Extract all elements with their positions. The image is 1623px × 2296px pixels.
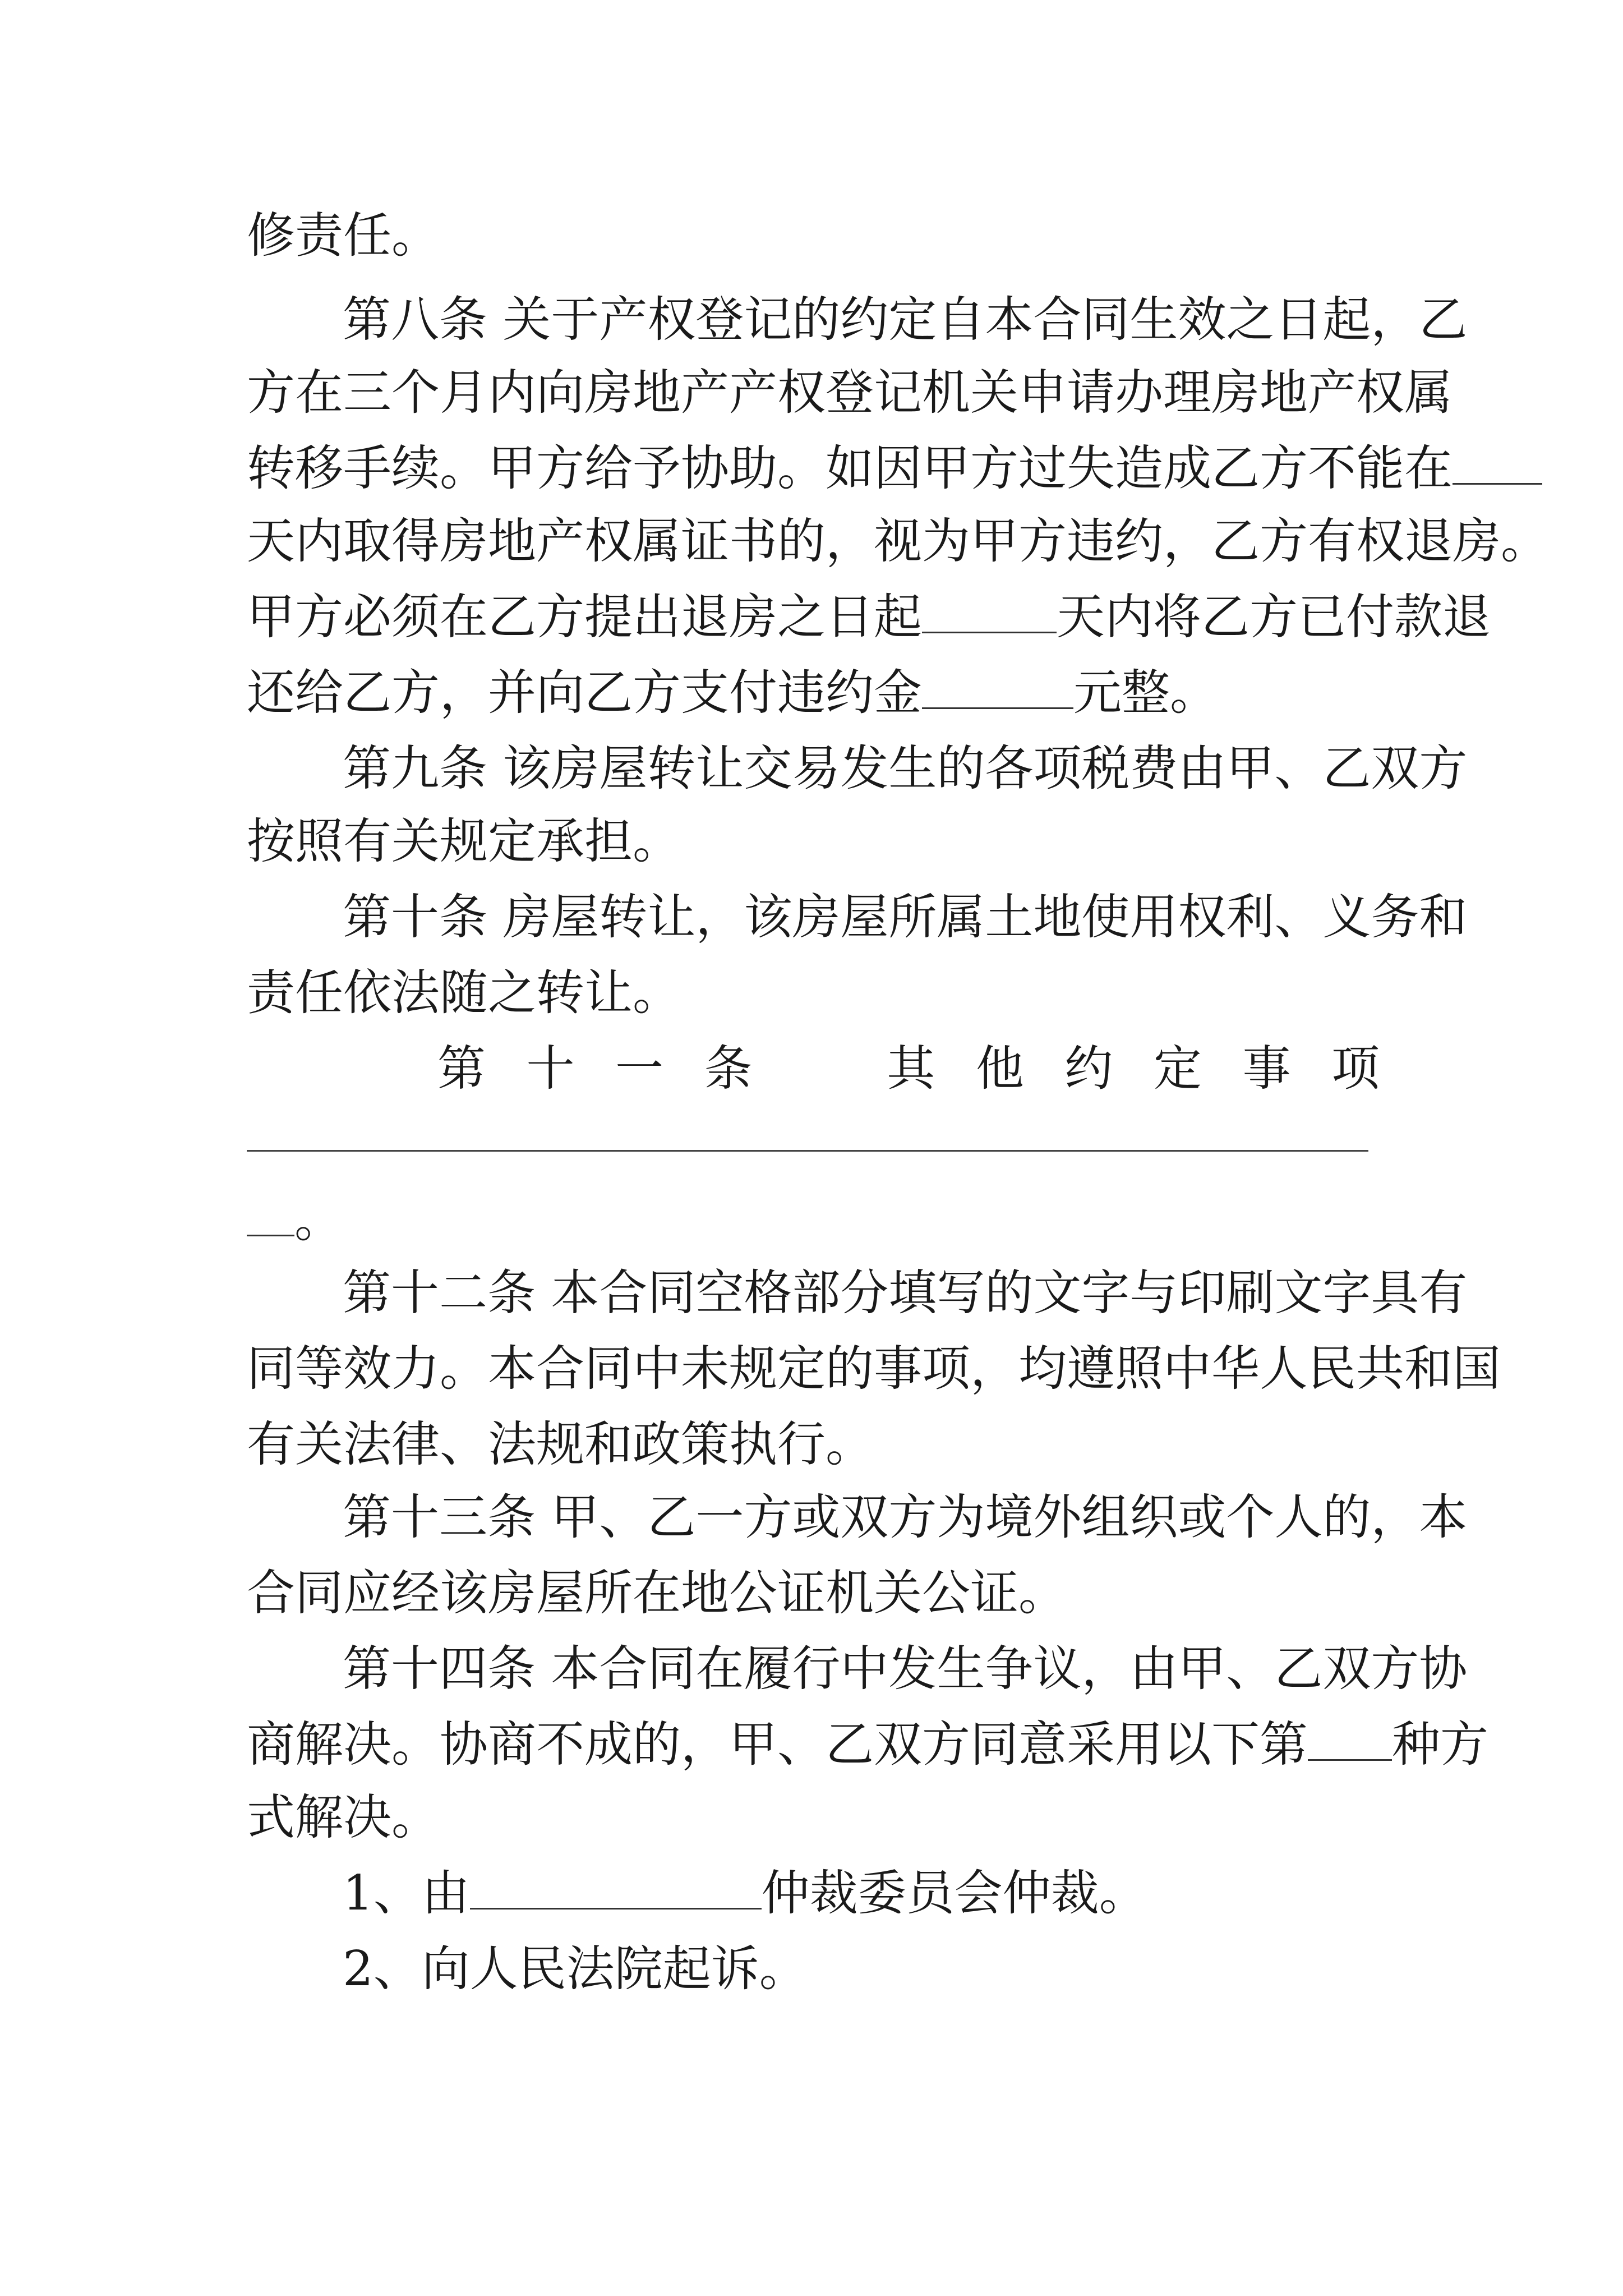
text: 第十四条 本合同在履行中发生争议，由甲、乙双方协 [343,1641,1468,1697]
text: 有关法律、法规和政策执行。 [247,1416,874,1473]
article-8-line [343,292,1468,348]
text: 按照有关规定承担。 [247,813,681,869]
text: 天内将乙方已付款退 [1057,589,1491,645]
text: 第九条 该房屋转让交易发生的各项税费由甲、乙双方 [343,740,1468,797]
article-10-line [247,965,1380,1021]
text: 第 十 一 条 其 他 约 定 事 项 [437,1041,1380,1097]
option-2-line [343,1941,1380,1997]
fill-blank[interactable] [247,1195,294,1236]
text: 第十条 房屋转让，该房屋所属土地使用权利、义务和 [343,889,1468,945]
article-12-line [247,1416,1380,1473]
text: 2、向人民法院起诉。 [343,1941,808,1997]
paragraph-line [247,208,1380,264]
text: 种方 [1392,1717,1488,1773]
fill-blank[interactable] [470,1869,762,1910]
fill-blank[interactable] [922,668,1073,709]
article-14-line [343,1641,1468,1697]
fill-line[interactable] [247,1150,1368,1152]
article-10-line [343,889,1468,945]
article-14-line [247,1717,1488,1773]
text: 1、由 [343,1865,470,1921]
fill-blank[interactable] [1453,444,1542,485]
text: 修责任。 [247,208,440,264]
text: 同等效力。本合同中未规定的事项，均遵照中华人民共和国 [247,1341,1501,1397]
text: 第八条 关于产权登记的约定自本合同生效之日起，乙 [343,292,1468,348]
article-14-line [247,1789,1380,1846]
article-8-line [247,665,1380,721]
article-13-line [247,1565,1380,1621]
article-12-line [343,1265,1468,1321]
article-8-line [247,513,1549,569]
article-12-line [247,1341,1501,1397]
article-13-line [343,1489,1468,1545]
article-9-line [247,813,1380,869]
text: 式解决。 [247,1789,440,1846]
article-8-line [247,589,1491,645]
text: 元整。 [1073,665,1218,721]
article-8-line [247,365,1453,421]
text: 第十三条 甲、乙一方或双方为境外组织或个人的，本 [343,1489,1468,1545]
text: 甲方必须在乙方提出退房之日起 [247,589,922,645]
article-11-line [247,1192,1380,1248]
article-11-heading [437,1041,1380,1097]
text: 责任依法随之转让。 [247,965,681,1021]
fill-blank[interactable] [1308,1720,1392,1761]
text: 。 [294,1192,343,1248]
text: 仲裁委员会仲裁。 [761,1865,1147,1921]
text: 转移手续。甲方给予协助。如因甲方过失造成乙方不能在 [247,440,1453,496]
article-9-line [343,740,1468,797]
article-8-line [247,440,1453,496]
option-1-line [343,1865,1380,1921]
fill-blank[interactable] [922,592,1057,633]
text: 天内取得房地产权属证书的，视为甲方违约，乙方有权退房。 [247,513,1549,569]
text: 方在三个月内向房地产产权登记机关申请办理房地产权属 [247,365,1453,421]
text: 合同应经该房屋所在地公证机关公证。 [247,1565,1067,1621]
text: 商解决。协商不成的，甲、乙双方同意采用以下第 [247,1717,1308,1773]
text: 还给乙方，并向乙方支付违约金 [247,665,922,721]
text: 第十二条 本合同空格部分填写的文字与印刷文字具有 [343,1265,1468,1321]
